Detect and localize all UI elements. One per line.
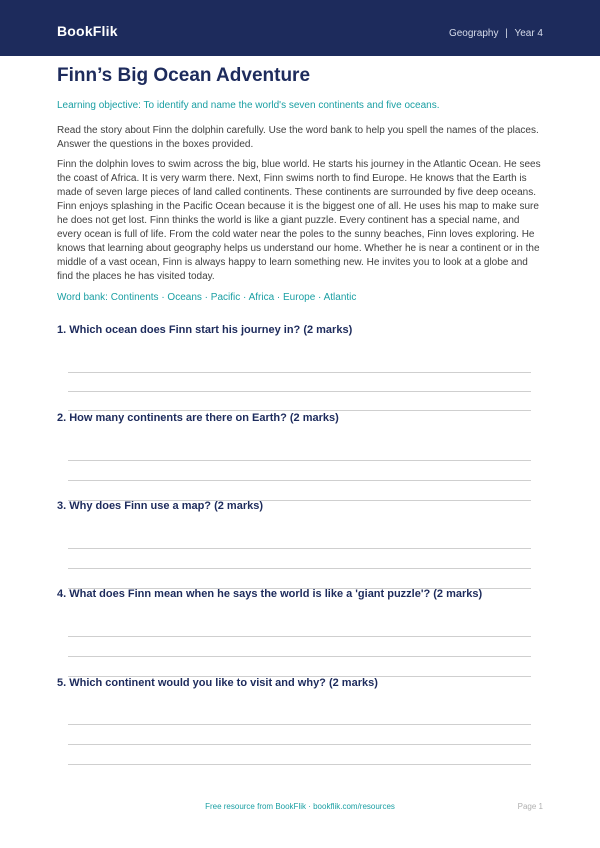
instructions: Read the story about Finn the dolphin carefully. Use the word bank to help you spell the names of the places. Answer the questions in the boxes provided.: [57, 125, 539, 150]
word-bank: Word bank: Continents · Oceans · Pacific · Africa · Europe · Atlantic: [57, 292, 357, 303]
learning-objective: Learning objective: To identify and name the world's seven continents and five oceans.: [57, 100, 440, 111]
answer-line[interactable]: [68, 636, 531, 637]
answer-line[interactable]: [68, 656, 531, 657]
page-number: Page 1: [517, 802, 543, 811]
subject-level: [449, 28, 543, 39]
answer-line[interactable]: [68, 568, 531, 569]
answer-line[interactable]: [68, 744, 531, 745]
question-4: 4. What does Finn mean when he says the world is like a 'giant puzzle'? (2 marks): [57, 588, 483, 600]
story-text: Finn the dolphin loves to swim across the big, blue world. He starts his journey in the Atlantic Ocean. He sees the coast of Africa. It is very warm there. Next, Finn swims north to find Europe. He knows that the Earth is made of seven large pieces of land called continents. These continents are surrounded by five deep oceans. Finn enjoys splashing in the Pacific Ocean because it is the biggest one of all. He uses his map to make sure he does not get lost. Finn thinks the world is like a giant puzzle. Every continent has a special name, and every ocean is full of life. From the cold water near the poles to the sunny beaches, Finn loves exploring. He knows that learning about geography helps us understand our home. Whether he is near a continent or in the middle of a vast ocean, Finn is always happy to learn something new. He invites you to look at a globe and find the places he has visited today.: [57, 159, 541, 282]
year-label: Year 4: [514, 28, 543, 39]
answer-line[interactable]: [68, 391, 531, 392]
subject-label: Geography: [448, 28, 499, 39]
footer-credit: Free resource from BookFlik · bookflik.com/resources: [205, 802, 395, 811]
question-1: 1. Which ocean does Finn start his journey in? (2 marks): [57, 324, 353, 336]
page-title: Finn’s Big Ocean Adventure: [57, 65, 311, 86]
answer-line[interactable]: [68, 548, 531, 549]
question-2: 2. How many continents are there on Earth? (2 marks): [57, 412, 339, 424]
question-3: 3. Why does Finn use a map? (2 marks): [57, 500, 263, 512]
separator: |: [505, 28, 508, 39]
answer-line[interactable]: [68, 410, 531, 411]
brand-logo: BookFlik: [57, 23, 118, 39]
answer-line[interactable]: [68, 764, 531, 765]
answer-line[interactable]: [68, 480, 531, 481]
answer-line[interactable]: [68, 372, 531, 373]
answer-line[interactable]: [68, 724, 531, 725]
question-5: 5. Which continent would you like to visit and why? (2 marks): [57, 677, 378, 689]
header-bar: [0, 0, 600, 56]
answer-line[interactable]: [68, 460, 531, 461]
